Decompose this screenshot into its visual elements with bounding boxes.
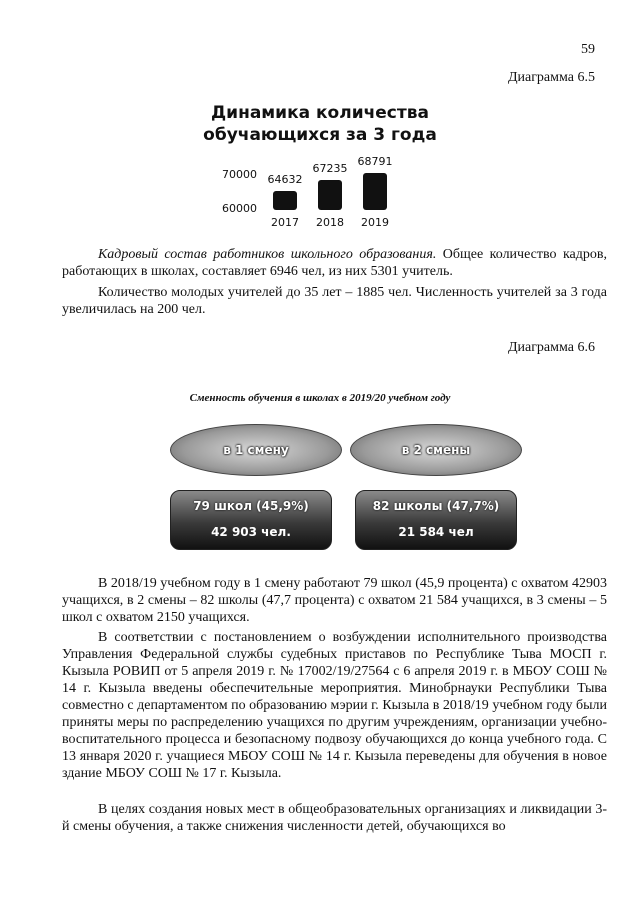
chart-title-line2: обучающихся за 3 года — [203, 125, 437, 145]
paragraph-staff-heading: Кадровый состав работников школьного образования. — [98, 247, 437, 262]
bar-category-label: 2018 — [316, 216, 344, 229]
paragraph-shifts-text: В 2018/19 учебном году в 1 смену работают 79 школ (45,9 процента) с охватом 42903 учащихся, в 2 смены – 82 школы (47,7 процента) с охватом 21 584 учащихся, в 3 смены – 5 школ с охватом 2150 учащихся. — [62, 576, 607, 625]
bar-category-label: 2019 — [361, 216, 389, 229]
shift2-students: 21 584 чел — [398, 525, 474, 539]
bar-category-label: 2017 — [271, 216, 299, 229]
paragraph-young-teachers — [62, 284, 607, 318]
bar-value-label: 64632 — [267, 172, 303, 186]
bar-2019 — [363, 173, 387, 210]
diagram-label-6-5: Диаграмма 6.5 — [507, 70, 595, 85]
paragraph-new-places-text: В целях создания новых мест в общеобразовательных организациях и ликвидации 3-й смены обучения, а также снижения численности детей, обучающихся во — [62, 802, 607, 834]
shift1-box — [170, 490, 332, 550]
shift2-schools: 82 школы (47,7%) — [372, 499, 500, 513]
paragraph-new-places — [62, 801, 607, 835]
paragraph-shifts — [62, 575, 607, 626]
shift-chart-title: Сменность обучения в школах в 2019/20 учебном году — [189, 392, 451, 404]
page-number: 59 — [581, 42, 595, 57]
bar-2017 — [273, 191, 297, 210]
bar-2018 — [318, 180, 342, 210]
shift1-oval — [170, 424, 342, 476]
shift2-label: в 2 смены — [401, 443, 471, 457]
y-tick-label: 60000 — [222, 202, 257, 215]
paragraph-staff — [62, 246, 607, 280]
bar-value-label: 67235 — [312, 161, 348, 175]
paragraph-staff-body: Общее количество кадров, работающих в школах, составляет 6946 чел, из них 5301 учитель. — [62, 247, 607, 279]
bar-value-label: 68791 — [357, 155, 393, 169]
shift1-students: 42 903 чел. — [211, 525, 291, 539]
paragraph-school14 — [62, 629, 607, 782]
shift1-schools: 79 школ (45,9%) — [193, 499, 309, 513]
paragraph-young-teachers-text: Количество молодых учителей до 35 лет – 1885 чел. Численность учителей за 3 года увеличилась на 200 чел. — [62, 285, 607, 317]
paragraph-school14-text: В соответствии с постановлением о возбуждении исполнительного производства Управления Федеральной службы судебных приставов по Республике Тыва МОСП г. Кызыла РОВИП от 5 апреля 2019 г. № 17002/19/27564 с 6 апреля 2019 г. в МБОУ СОШ № 14 г. Кызыла введены обеспечительные мероприятия. Минобрнауки Республики Тыва совместно с департаментом по образованию мэрии г. Кызыла в 2018/19 учебном году были приняты меры по распределению учащихся по другим учреждениям, организации учебно-воспитательного процесса и безопасному подвозу обучающихся до конца учебного года. С 13 января 2020 г. учащиеся МБОУ СОШ № 14 г. Кызыла переведены для обучения в новое здание МБОУ СОШ № 17 г. Кызыла. — [62, 630, 607, 781]
chart-title — [0, 102, 640, 146]
shift1-label: в 1 смену — [223, 443, 289, 457]
shift2-box — [355, 490, 517, 550]
diagram-label-6-6: Диаграмма 6.6 — [507, 340, 595, 355]
y-tick-label: 70000 — [222, 168, 257, 181]
shift2-oval — [350, 424, 522, 476]
chart-title-line1: Динамика количества — [211, 103, 429, 123]
